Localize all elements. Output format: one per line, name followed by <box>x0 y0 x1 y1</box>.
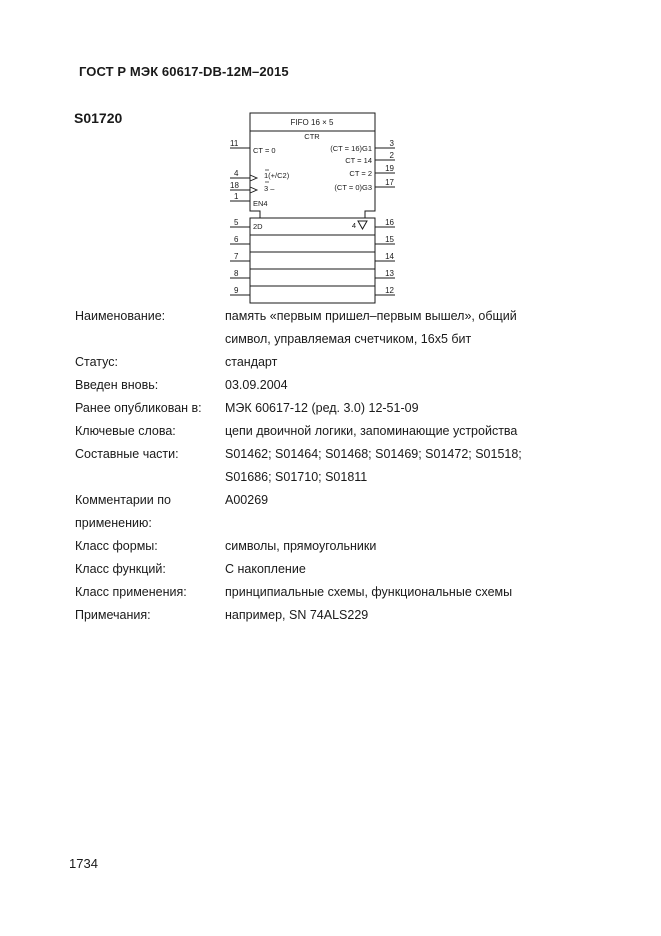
property-label: Класс функций: <box>75 562 166 576</box>
property-value: например, SN 74ALS229 <box>225 608 369 622</box>
ct0-label: CT = 0 <box>253 146 276 155</box>
ctr-label: CTR <box>304 132 320 141</box>
page-number: 1734 <box>69 856 98 871</box>
property-value: принципиальные схемы, функциональные схемы <box>225 585 513 599</box>
property-row <box>75 397 595 420</box>
property-value: С накопление <box>225 562 306 576</box>
pin-number: 13 <box>385 269 394 278</box>
out4-label: 4 <box>351 221 356 230</box>
pin-number: 6 <box>234 235 239 244</box>
property-label: Статус: <box>75 355 118 369</box>
property-label: Наименование: <box>75 309 166 323</box>
property-label: Класс формы: <box>75 539 158 553</box>
storage-array <box>250 218 375 303</box>
pin-number: 15 <box>385 235 394 244</box>
property-value: символы, прямоугольники <box>225 539 377 553</box>
pin-number: 12 <box>385 286 394 295</box>
property-label: Введен вновь: <box>75 378 159 392</box>
property-label: Составные части: <box>75 447 179 461</box>
pin-number: 8 <box>234 269 239 278</box>
property-value: МЭК 60617-12 (ред. 3.0) 12-51-09 <box>225 401 419 415</box>
properties-table <box>75 305 595 627</box>
clock-triangle <box>250 187 257 193</box>
pin-number: 2 <box>389 151 394 160</box>
property-label: Комментарии по <box>75 493 171 507</box>
ct14-label: CT = 14 <box>345 156 372 165</box>
ct16-label: (CT = 16)G1 <box>330 144 372 153</box>
property-row <box>75 558 595 581</box>
property-row <box>75 420 595 443</box>
property-label: Класс применения: <box>75 585 187 599</box>
property-row <box>75 512 595 535</box>
pin-number: 11 <box>230 139 239 148</box>
pin-number: 7 <box>234 252 239 261</box>
pin-number: 3 <box>389 139 394 148</box>
fifo-symbol-diagram <box>225 108 405 308</box>
d2-label: 2D <box>253 222 263 231</box>
property-value: цепи двоичной логики, запоминающие устройства <box>225 424 518 438</box>
property-row <box>75 305 595 351</box>
clock-triangle <box>250 175 257 181</box>
pin-number: 9 <box>234 286 239 295</box>
symbol-id: S01720 <box>74 110 123 126</box>
property-label: применению: <box>75 516 152 530</box>
pin-number: 18 <box>230 181 239 190</box>
property-label: Примечания: <box>75 608 151 622</box>
en4-label: EN4 <box>253 199 268 208</box>
pin-number: 5 <box>234 218 239 227</box>
pin-number: 16 <box>385 218 394 227</box>
pin-number: 17 <box>385 178 394 187</box>
diagram-title: FIFO 16 × 5 <box>290 118 334 127</box>
output-triangle-icon <box>358 221 367 229</box>
property-label: Ранее опубликован в: <box>75 401 202 415</box>
inc-label: 1(+/C2) <box>264 171 290 180</box>
property-value: память «первым пришел–первым вышел», общий символ, управляемая счетчиком, 16x5 бит <box>225 309 517 346</box>
property-row <box>75 489 595 512</box>
property-value: A00269 <box>225 493 269 507</box>
property-value: 03.09.2004 <box>225 378 288 392</box>
document-header: ГОСТ Р МЭК 60617-DB-12M–2015 <box>79 64 289 79</box>
pin-number: 14 <box>385 252 394 261</box>
property-row <box>75 351 595 374</box>
property-row <box>75 581 595 604</box>
property-label: Ключевые слова: <box>75 424 176 438</box>
ct0g3-label: (CT = 0)G3 <box>334 183 372 192</box>
property-value: S01462; S01464; S01468; S01469; S01472; S01518; S01686; S01710; S01811 <box>225 447 522 484</box>
pin-number: 4 <box>234 169 239 178</box>
ct2-label: CT = 2 <box>349 169 372 178</box>
property-row <box>75 604 595 627</box>
property-value: стандарт <box>225 355 278 369</box>
pin-number: 19 <box>385 164 394 173</box>
pin-number: 1 <box>234 192 239 201</box>
property-row <box>75 535 595 558</box>
property-value <box>225 512 555 535</box>
property-row <box>75 374 595 397</box>
dec-label: 3 – <box>264 184 275 193</box>
property-row <box>75 443 595 489</box>
